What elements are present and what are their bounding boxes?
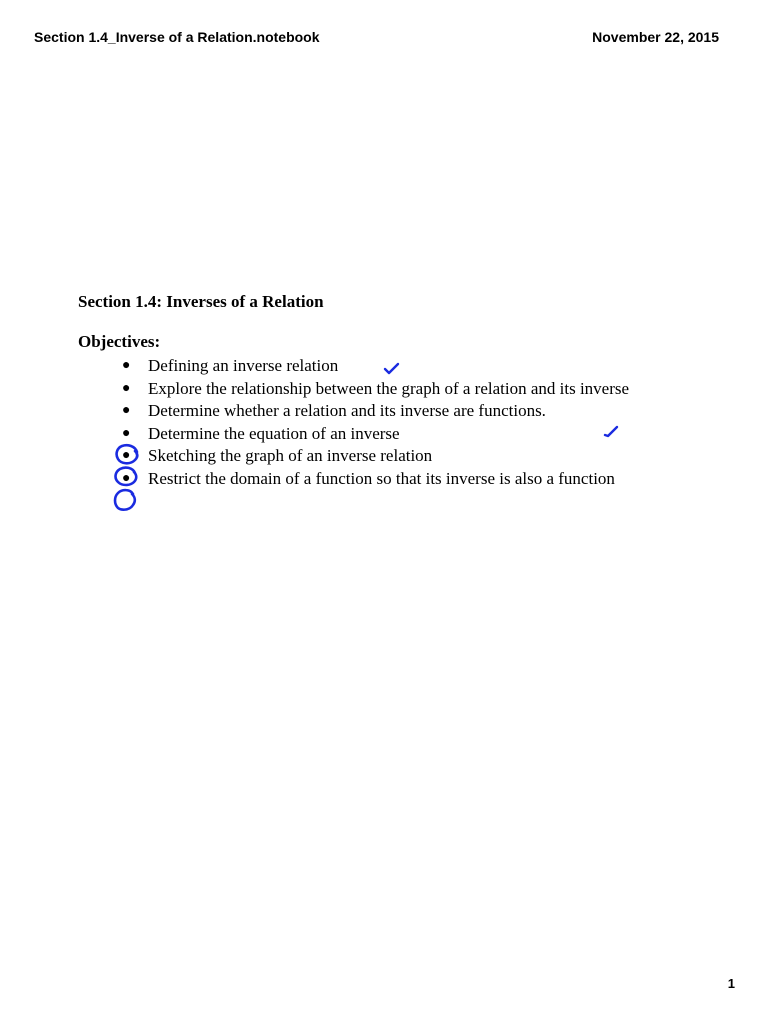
objective-text: Restrict the domain of a function so that its inverse is also a function [148,468,615,488]
circled-bullet-icon [113,443,141,467]
handwritten-check-icon [602,423,620,439]
notebook-date: November 22, 2015 [592,29,719,45]
circled-bullet-icon [111,487,139,513]
list-item [78,445,718,466]
objective-text: Defining an inverse relation [148,356,339,375]
list-item [78,400,718,421]
circled-bullet-icon [112,465,140,489]
objectives-heading: Objectives: [78,332,161,351]
notebook-filename: Section 1.4_Inverse of a Relation.notebook [34,29,320,45]
objective-text: Explore the relationship between the graph of a relation and its inverse [148,378,630,398]
section-title: Section 1.4: Inverses of a Relation [78,292,324,311]
list-item [78,423,718,444]
bullet-icon: ● [122,380,131,396]
objective-text: Determine the equation of an inverse [148,423,400,443]
objective-text: Determine whether a relation and its inverse are functions. [148,401,546,420]
bullet-icon: ● [122,470,131,486]
list-item [78,378,718,399]
bullet-icon: ● [122,358,131,373]
list-item [78,468,718,489]
page-number: 1 [727,976,735,991]
bullet-icon: ● [122,448,131,463]
bullet-icon: ● [122,425,131,441]
bullet-icon: ● [122,403,131,418]
handwritten-check-icon [382,360,402,376]
objective-text: Sketching the graph of an inverse relation [148,446,433,465]
